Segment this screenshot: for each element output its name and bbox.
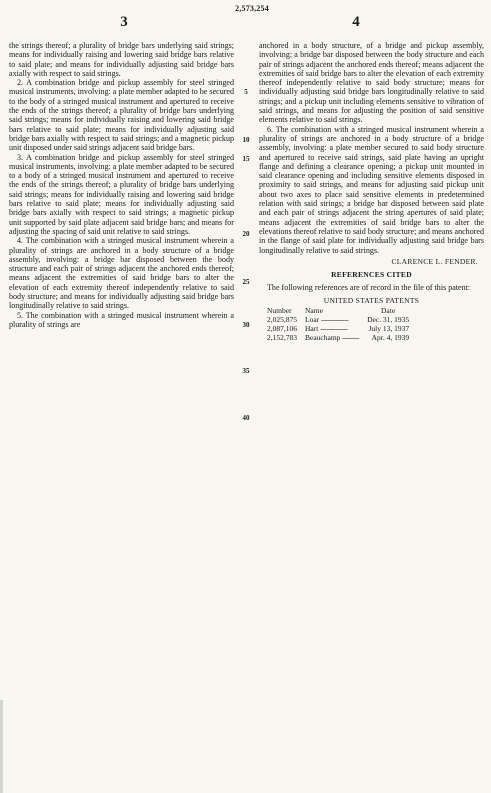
claim-text: anchored in a body structure, of a bridge and pickup assembly, involving: a bridge bar disposed between the body structure and each pair of strings adjacent the anchored ends thereof; means adjacent the extremities of said bridge bars to alter the elevation of each extremity thereof independently relative to said body structure; means for individually adjusting said bridge bars longitudinally relative to said strings; and a pickup unit including elements sensitive to vibration of said strings, and means for adjusting the position of said sensitive elements relative to said strings.	[259, 41, 484, 125]
scan-smudge	[0, 700, 3, 793]
column-header: Date	[381, 306, 396, 316]
page-number-right: 4	[352, 14, 360, 30]
claim-5: 5. The combination with a stringed musical instrument wherein a plurality of strings are	[9, 310, 234, 329]
line-number: 10	[242, 136, 250, 144]
inventor-signature: CLARENCE L. FENDER.	[391, 256, 478, 266]
patent-number-cell: 2,087,106	[267, 324, 297, 334]
line-number: 5	[244, 88, 248, 96]
patent-date-cell: Apr. 4, 1939	[371, 333, 410, 343]
claim-2: 2. A combination bridge and pickup assembly for steel stringed musical instruments, involving: a plate member adapted to be secured to the body of a stringed musical instrument and apertured to receive the ends of the strings thereof; a plurality of bridge bars underlying said strings; means for individually raising and lowering said bridge bars relative to said plate; means for individually adjusting said bridge bars axially with respect to said strings; and a magnetic pickup unit disposed under said strings adjacent said bridge bars.	[9, 78, 234, 153]
line-number: 40	[242, 414, 250, 422]
right-column	[259, 41, 484, 342]
claim-text: the strings thereof; a plurality of bridge bars underlying said strings; means for individually raising and lowering said bridge bars relative to said plate; and means for individually adjusting said bridge bars axially with respect to said strings.	[9, 41, 234, 78]
table-row	[263, 324, 413, 333]
left-column	[9, 41, 234, 329]
claim-4: 4. The combination with a stringed musical instrument wherein a plurality of strings are anchored in a body structure of a bridge assembly, involving: a bridge bar disposed between the body structure and each pair of strings adjacent the anchored ends thereof; means adjacent the extremities of said bridge bars to alter the elevation of each extremity thereof independently relative to said body structure; and means for individually adjusting said bridge bars longitudinally relative to said strings.	[9, 236, 234, 311]
column-header: Name	[305, 306, 323, 316]
patent-name-cell: Hart -------------	[305, 324, 348, 334]
line-number: 20	[242, 230, 250, 238]
column-header: Number	[267, 306, 292, 316]
patent-number-cell: 2,025,875	[267, 315, 297, 325]
patent-number: 2,573,254	[235, 4, 269, 13]
line-number: 35	[242, 367, 250, 375]
page-number-left: 3	[120, 14, 128, 30]
line-number: 25	[242, 278, 250, 286]
table-row	[263, 333, 413, 342]
patents-table-title: UNITED STATES PATENTS	[323, 295, 420, 305]
line-number: 15	[242, 155, 250, 163]
table-row	[263, 315, 413, 324]
claim-6: 6. The combination with a stringed musical instrument wherein a plurality of strings are anchored in a body structure of a bridge assembly, involving: a plate member secured to said body structure and apertured to receive said strings, said plate having an upright flange and defining a clearance opening; a pickup unit mounted in said clearance opening and including sensitive elements disposed in proximity to said strings, and means for adjusting said pickup unit about two axes to place said sensitive elements in predetermined relation with said strings; a bridge bar disposed between said plate and each pair of strings adjacent the string apertures of said plate; means adjacent the extremities of said bridge bars to alter the elevations thereof relative to said body structure; and means anchored in the flange of said plate for individually adjusting said bridge bars longitudinally relative to said strings.	[259, 124, 485, 255]
patent-name-cell: Beauchamp --------	[305, 333, 360, 343]
patent-date-cell: Dec. 31, 1935	[367, 315, 410, 325]
patent-number-cell: 2,152,783	[267, 333, 297, 343]
references-title: REFERENCES CITED	[331, 270, 412, 280]
table-header-row	[263, 306, 413, 315]
patent-date-cell: July 13, 1937	[368, 324, 410, 334]
claim-3: 3. A combination bridge and pickup assembly for steel stringed musical instruments, involving: a plate member adapted to be secured to a body of a stringed musical instrument and apertured to receive the ends of the strings thereof; a plurality of bridge bars underlying said strings; means for individually raising and lowering said bridge bars relative to said plate; means for individually adjusting said bridge bars axially with respect to said strings; a magnetic pickup unit supported by said plate adjacent said bridge bars; and means for adjusting the spacing of said unit relative to said strings.	[9, 152, 234, 236]
references-intro: The following references are of record in the file of this patent:	[267, 283, 471, 293]
references-table	[263, 306, 413, 342]
line-number: 30	[242, 321, 250, 329]
patent-name-cell: Loar -------------	[305, 315, 349, 325]
